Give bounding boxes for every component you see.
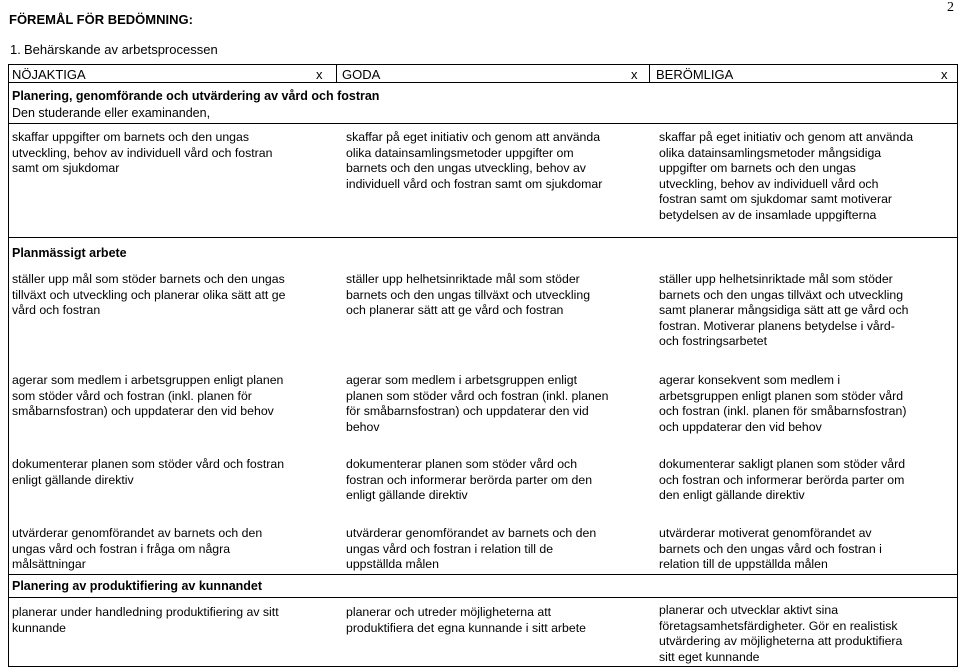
criterion-line: den enligt gällande direktiv <box>659 488 805 502</box>
grade-label-excellent: BERÖMLIGA <box>656 67 734 82</box>
criterion-line: planerar och utreder möjligheterna att <box>346 605 552 619</box>
criterion-line: behov <box>346 419 380 434</box>
section-title-planning: Planering, genomförande och utvärdering av vård och fostran <box>12 89 380 103</box>
criterion-line: agerar som medlem i arbetsgruppen enligt planen <box>12 373 284 387</box>
criterion-line: barnets och den ungas vård och fostran i <box>659 541 882 556</box>
criterion-line: skaffar på eget initiativ och genom att använda <box>659 130 914 144</box>
criterion-line: utvärderar genomförandet av barnets och den <box>12 526 263 540</box>
criterion-line: agerar konsekvent som medlem i <box>659 373 841 387</box>
criterion-good <box>346 526 646 573</box>
criterion-satisfactory <box>12 526 312 573</box>
criterion-line: planerar under handledning produktifiering av sitt <box>12 605 279 619</box>
criterion-line: som stöder vård och fostran (inkl. planen för <box>12 388 252 403</box>
criterion-excellent <box>659 272 959 350</box>
grade-mark-satisfactory: x <box>316 67 323 82</box>
criterion-good <box>346 130 646 192</box>
criterion-line: utvärderar motiverat genomförandet av <box>659 526 872 540</box>
criterion-excellent <box>659 457 959 504</box>
page-heading: FÖREMÅL FÖR BEDÖMNING: <box>9 12 193 27</box>
criterion-satisfactory <box>12 130 312 177</box>
criterion-line: småbarnsfostran) och uppdaterar den vid behov <box>12 404 274 418</box>
section-title-productization: Planering av produktifiering av kunnandet <box>12 579 263 593</box>
rule <box>336 64 337 83</box>
criterion-line: olika datainsamlingsmetoder uppgifter om <box>346 145 574 160</box>
rule <box>649 64 650 83</box>
grade-mark-good: x <box>631 67 638 82</box>
criterion-line: samt planerar mångsidiga sätt att ge vård och <box>659 303 909 317</box>
criterion-line: arbetsgruppen enligt planen som stöder vård <box>659 388 904 403</box>
criterion-excellent <box>659 526 959 573</box>
criterion-line: enligt gällande direktiv <box>346 488 468 502</box>
criterion-satisfactory <box>12 272 312 319</box>
criterion-line: enligt gällande direktiv <box>12 472 134 487</box>
grade-label-satisfactory: NÖJAKTIGA <box>12 67 86 82</box>
criterion-line: betydelsen av de insamlade uppgifterna <box>659 207 877 222</box>
criterion-line: dokumenterar planen som stöder vård och <box>346 457 578 471</box>
criterion-line: barnets och den ungas utveckling, behov av <box>346 161 586 175</box>
criterion-line: produktifiera det egna kunnande i sitt arbete <box>346 620 586 635</box>
criterion-line: och uppdaterar den vid behov <box>659 419 822 434</box>
criterion-good <box>346 605 646 636</box>
criterion-line: utvärderar genomförandet av barnets och den <box>346 526 597 540</box>
criterion-good <box>346 373 646 435</box>
grade-mark-excellent: x <box>941 67 948 82</box>
rule <box>8 574 958 575</box>
criterion-line: skaffar på eget initiativ och genom att använda <box>346 130 601 144</box>
criterion-line: fostran och informerar berörda parter om den <box>346 472 593 487</box>
rule <box>8 666 958 667</box>
criterion-line: utvärdering av möjligheterna att produktifiera <box>659 634 903 648</box>
item-title: Behärskande av arbetsprocessen <box>24 42 218 57</box>
criterion-line: olika datainsamlingsmetoder mångsidiga <box>659 145 882 160</box>
criterion-line: företagsamhetsfärdigheter. Gör en realistisk <box>659 618 898 633</box>
criterion-satisfactory <box>12 457 312 488</box>
criterion-satisfactory <box>12 373 312 420</box>
criterion-line: barnets och den ungas tillväxt och utveckling <box>346 287 591 302</box>
criterion-line: ställer upp mål som stöder barnets och den ungas <box>12 272 285 286</box>
criterion-line: vård och fostran <box>12 303 101 317</box>
criterion-excellent <box>659 130 959 223</box>
criterion-line: uppgifter om barnets och den ungas <box>659 161 856 175</box>
rule <box>8 64 9 667</box>
criterion-line: ungas vård och fostran i relation till de <box>346 541 554 556</box>
criterion-satisfactory <box>12 605 312 636</box>
criterion-line: fostran. Motiverar planens betydelse i vård- <box>659 318 895 333</box>
criterion-line: agerar som medlem i arbetsgruppen enligt <box>346 373 578 387</box>
page-number: 2 <box>947 0 954 15</box>
rule <box>8 237 958 238</box>
criterion-line: målsättningar <box>12 557 86 571</box>
criterion-line: fostran samt om sjukdomar samt motiverar <box>659 192 893 206</box>
criterion-line: ställer upp helhetsinriktade mål som stöder <box>346 272 580 286</box>
section-title-planned-work: Planmässigt arbete <box>12 246 127 260</box>
criterion-line: skaffar uppgifter om barnets och den ungas <box>12 130 249 144</box>
rule <box>8 123 958 124</box>
grade-label-good: GODA <box>342 67 381 82</box>
rule <box>8 597 958 598</box>
section-subtitle: Den studerande eller examinanden, <box>12 106 211 120</box>
rule <box>8 64 958 65</box>
criterion-excellent <box>659 603 959 665</box>
criterion-line: samt om sjukdomar <box>12 161 120 175</box>
criterion-line: relation till de uppställda målen <box>659 557 828 571</box>
criterion-line: och fostran och informerar berörda parter om <box>659 472 905 487</box>
criterion-line: ungas vård och fostran i fråga om några <box>12 541 231 556</box>
criterion-line: barnets och den ungas tillväxt och utveckling <box>659 287 904 302</box>
criterion-good <box>346 457 646 504</box>
criterion-line: ställer upp helhetsinriktade mål som stöder <box>659 272 893 286</box>
criterion-line: dokumenterar planen som stöder vård och fostran <box>12 457 285 471</box>
criterion-line: utveckling, behov av individuell vård och <box>659 176 879 191</box>
criterion-line: och fostringsarbetet <box>659 334 768 348</box>
criterion-line: sitt eget kunnande <box>659 649 760 664</box>
criterion-excellent <box>659 373 959 435</box>
criterion-line: och fostran (inkl. planen för småbarnsfostran) <box>659 404 907 418</box>
criterion-line: planerar och utvecklar aktivt sina <box>659 603 839 617</box>
criterion-line: uppställda målen <box>346 557 439 571</box>
rule <box>8 82 958 83</box>
criterion-line: och planerar sätt att ge vård och fostran <box>346 303 564 317</box>
criterion-line: utveckling, behov av individuell vård och fostran <box>12 145 273 160</box>
criterion-line: för småbarnsfostran) och uppdaterar den vid <box>346 404 589 418</box>
criterion-good <box>346 272 646 319</box>
criterion-line: kunnande <box>12 620 67 635</box>
criterion-line: tillväxt och utveckling och planerar olika sätt att ge <box>12 287 286 302</box>
criterion-line: dokumenterar sakligt planen som stöder vård <box>659 457 906 471</box>
criterion-line: individuell vård och fostran samt om sjukdomar <box>346 176 603 191</box>
criterion-line: planen som stöder vård och fostran (inkl. planen <box>346 388 609 403</box>
item-number: 1. <box>10 42 21 57</box>
